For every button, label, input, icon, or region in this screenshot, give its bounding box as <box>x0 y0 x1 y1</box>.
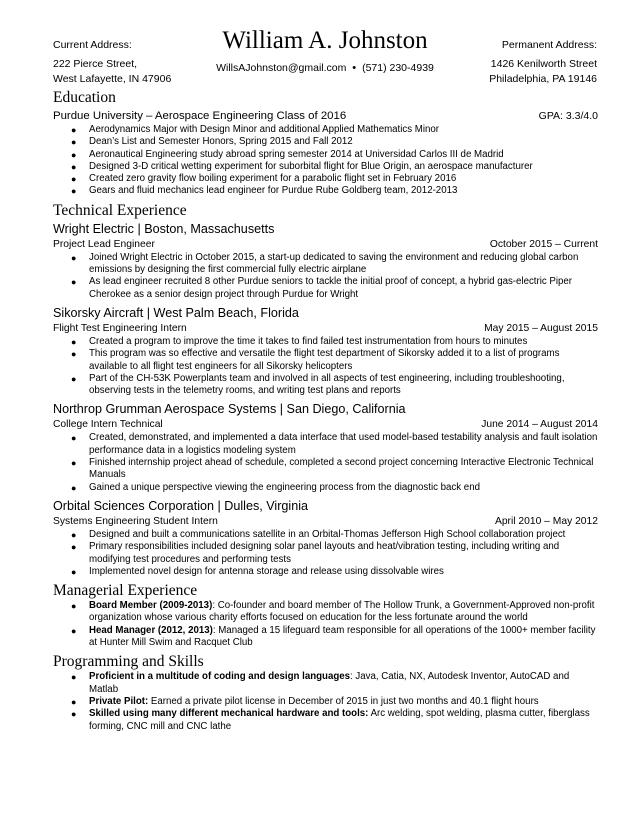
programming-heading: Programming and Skills <box>53 653 204 671</box>
job-dates: October 2015 – Current <box>489 238 598 250</box>
job-org-sikorsky: Sikorsky Aircraft | West Palm Beach, Florida <box>53 305 299 320</box>
bullet-icon: ● <box>71 349 77 360</box>
bullet-icon: ● <box>71 529 77 540</box>
bullet-icon: ● <box>71 566 77 577</box>
permanent-street: 1426 Kenilworth Street <box>490 58 597 70</box>
current-address-label: Current Address: <box>53 39 132 51</box>
job-bullets <box>53 252 598 301</box>
list-item: ● This program was so effective and versatile the flight test department of Sikorsky added it to a list of programs available to all flight test engineers for all Sikorsky helicopters <box>71 348 560 372</box>
gpa: GPA: 3.3/4.0 <box>538 110 598 122</box>
bullet-icon: ● <box>71 373 77 384</box>
list-item: ● Gained a unique perspective viewing the engineering process from the diagnostic back end <box>71 481 480 493</box>
job-title: Flight Test Engineering Intern <box>53 322 187 334</box>
separator-bullet: • <box>352 62 357 74</box>
email-link[interactable]: WillsAJohnston@gmail.com <box>216 62 347 74</box>
bullet-icon: ● <box>71 482 77 493</box>
bullet-icon: ● <box>71 252 77 263</box>
job-dates: June 2014 – August 2014 <box>481 419 598 431</box>
current-address <box>53 38 171 87</box>
list-item: ● Proficient in a multitude of coding and design languages: Java, Catia, NX, Autodesk Inventor, AutoCAD and Matlab <box>71 671 570 695</box>
bullet-icon: ● <box>71 336 77 347</box>
job-org-northrop: Northrop Grumman Aerospace Systems | San Diego, California <box>53 402 406 417</box>
list-item: ● Joined Wright Electric in October 2015, a start-up dedicated to saving the environment and reducing global carbon emissions by designing the first commercial fully electric airplane <box>71 251 579 276</box>
current-street: 222 Pierce Street, <box>53 58 138 70</box>
job-role-line <box>53 238 598 252</box>
bullet-icon: ● <box>71 709 77 720</box>
list-item: ● Implemented novel design for antenna storage and release using dissolvable wires <box>71 565 444 577</box>
job-org-orbital: Orbital Sciences Corporation | Dulles, Virginia <box>53 498 309 513</box>
technical-heading: Technical Experience <box>53 201 187 219</box>
permanent-address-label: Permanent Address: <box>501 39 597 51</box>
school-name: Purdue University – Aerospace Engineering Class of 2016 <box>53 110 347 122</box>
list-item: ● Skilled using many different mechanical hardware and tools: Arc welding, spot welding, plasma cutter, fiberglass forming, CNC mill and CNC lathe <box>71 708 590 732</box>
list-item: ● Aeronautical Engineering study abroad spring semester 2014 at Universidad Carlos III de Madrid <box>71 148 504 160</box>
bullet-icon: ● <box>71 625 77 636</box>
list-item: ● As lead engineer recruited 8 other Purdue seniors to tackle the initial proof of concept, a hybrid gas-electric Piper Cherokee as a senior design project through Purdue for Wright <box>71 276 573 300</box>
education-list <box>53 124 598 198</box>
permanent-city: Philadelphia, PA 19146 <box>489 73 597 85</box>
managerial-heading: Managerial Experience <box>53 582 198 600</box>
education-heading: Education <box>53 89 116 106</box>
bullet-icon: ● <box>71 137 77 148</box>
resume-body <box>53 88 598 733</box>
job-title: Systems Engineering Student Intern <box>53 515 218 527</box>
list-item: ● Gears and fluid mechanics lead engineer for Purdue Rube Goldberg team, 2012-2013 <box>71 185 458 197</box>
bullet-icon: ● <box>71 458 77 469</box>
bullet-icon: ● <box>71 149 77 160</box>
bullet-icon: ● <box>71 277 77 288</box>
job-bullets <box>53 529 598 578</box>
programming-list <box>53 671 598 732</box>
bullet-icon: ● <box>71 542 77 553</box>
list-item: ● Aerodynamics Major with Design Minor and additional Applied Mathematics Minor <box>71 124 439 135</box>
bullet-icon: ● <box>71 433 77 444</box>
list-item: ● Created a program to improve the time it takes to find failed test instrumentation from hours to minutes <box>71 335 528 347</box>
contact-line <box>160 61 490 76</box>
bullet-icon: ● <box>71 696 77 707</box>
phone-number: (571) 230-4939 <box>362 62 434 74</box>
job-bullets <box>53 432 598 493</box>
job-org-wright: Wright Electric | Boston, Massachusetts <box>53 221 275 236</box>
job-dates: April 2010 – May 2012 <box>494 515 598 527</box>
job-title: College Intern Technical <box>53 419 163 431</box>
bullet-icon: ● <box>71 174 77 185</box>
job-role-line <box>53 418 598 432</box>
job-bullets <box>53 336 598 397</box>
list-item: ● Part of the CH-53K Powerplants team and involved in all aspects of test engineering, including troubleshooting, observing tests in the telemetry rooms, and writing test plans and reports <box>71 372 565 397</box>
bullet-icon: ● <box>71 186 77 197</box>
bullet-icon: ● <box>71 161 77 172</box>
job-title: Project Lead Engineer <box>53 238 155 250</box>
list-item: ● Finished internship project ahead of schedule, completed a second project concerning Interactive Electronic Technical Manuals <box>71 457 594 481</box>
permanent-address <box>489 38 597 87</box>
bullet-icon: ● <box>71 601 77 612</box>
list-item: ● Dean’s List and Semester Honors, Spring 2015 and Fall 2012 <box>71 136 353 148</box>
list-item: ● Created, demonstrated, and implemented a data interface that used model-based testability analysis and fault isolation performance data in a logistics modeling system <box>71 432 598 456</box>
list-item: ● Private Pilot: Earned a private pilot license in December of 2015 in just two months and 40.1 flight hours <box>71 695 539 707</box>
candidate-name: William A. Johnston <box>222 27 428 54</box>
list-item: ● Designed and built a communications satellite in an Orbital-Thomas Jefferson High School collaboration project <box>71 528 566 540</box>
job-role-line <box>53 515 598 529</box>
bullet-icon: ● <box>71 672 77 683</box>
list-item: ● Head Manager (2012, 2013): Managed a 15 lifeguard team responsible for all operations of the 1000+ member facility at Hunter Mill Swim and Racquet Club <box>71 624 596 649</box>
current-city: West Lafayette, IN 47906 <box>53 73 172 85</box>
job-dates: May 2015 – August 2015 <box>484 322 598 334</box>
list-item: ● Primary responsibilities included designing solar panel layouts and heat/vibration testing, including writing and modifying test procedures and performing tests <box>71 541 560 565</box>
list-item: ● Designed 3-D critical wetting experiment for suborbital flight for Blue Origin, an aerospace manufacturer <box>71 160 533 172</box>
education-school-line <box>53 108 598 124</box>
bullet-icon: ● <box>71 125 77 135</box>
list-item: ● Board Member (2009-2013): Co-founder and board member of The Hollow Trunk, a Government-Approved non-profit organization whose various charity efforts focused on education for the less fortunate around the world <box>71 600 595 624</box>
job-role-line <box>53 322 598 336</box>
managerial-list <box>53 600 598 649</box>
list-item: ● Created zero gravity flow boiling experiment for a parabolic flight set in February 2016 <box>71 173 457 185</box>
name-block <box>160 26 490 76</box>
